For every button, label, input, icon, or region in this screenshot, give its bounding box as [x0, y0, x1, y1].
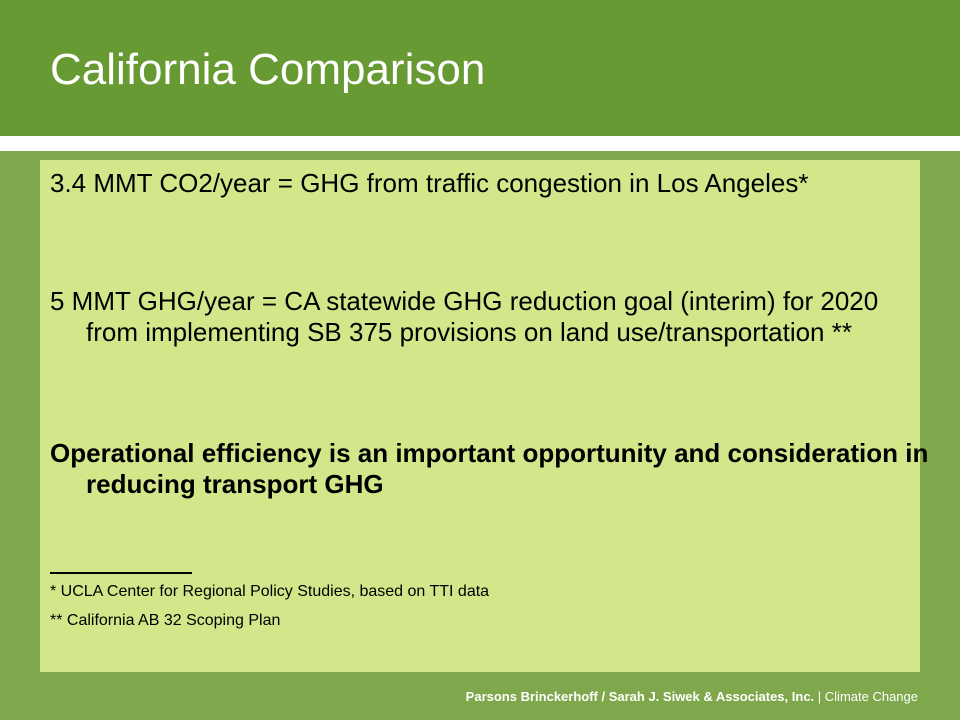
paragraph-congestion-emissions: 3.4 MMT CO2/year = GHG from traffic congestion in Los Angeles*: [50, 168, 809, 198]
footer-separator: |: [814, 689, 825, 704]
title-bar: [0, 0, 960, 136]
paragraph-operational-efficiency: Operational efficiency is an important opportunity and consideration in reducing transport GHG: [50, 438, 929, 499]
footnote-rule: [50, 572, 192, 574]
footnote-ucla: * UCLA Center for Regional Policy Studies, based on TTI data: [50, 583, 490, 600]
paragraph-reduction-goal: 5 MMT GHG/year = CA statewide GHG reduction goal (interim) for 2020 from implementing SB 375 provisions on land use/transportation **: [50, 286, 879, 347]
footer-organization: Parsons Brinckerhoff / Sarah J. Siwek & Associates, Inc.: [465, 689, 815, 704]
footnote-ab32: ** California AB 32 Scoping Plan: [50, 612, 281, 629]
footer-topic: Climate Change: [824, 689, 918, 704]
slide-title: California Comparison: [50, 45, 486, 94]
title-divider: [0, 136, 960, 151]
content-box: [40, 160, 929, 672]
footer: [466, 689, 918, 704]
